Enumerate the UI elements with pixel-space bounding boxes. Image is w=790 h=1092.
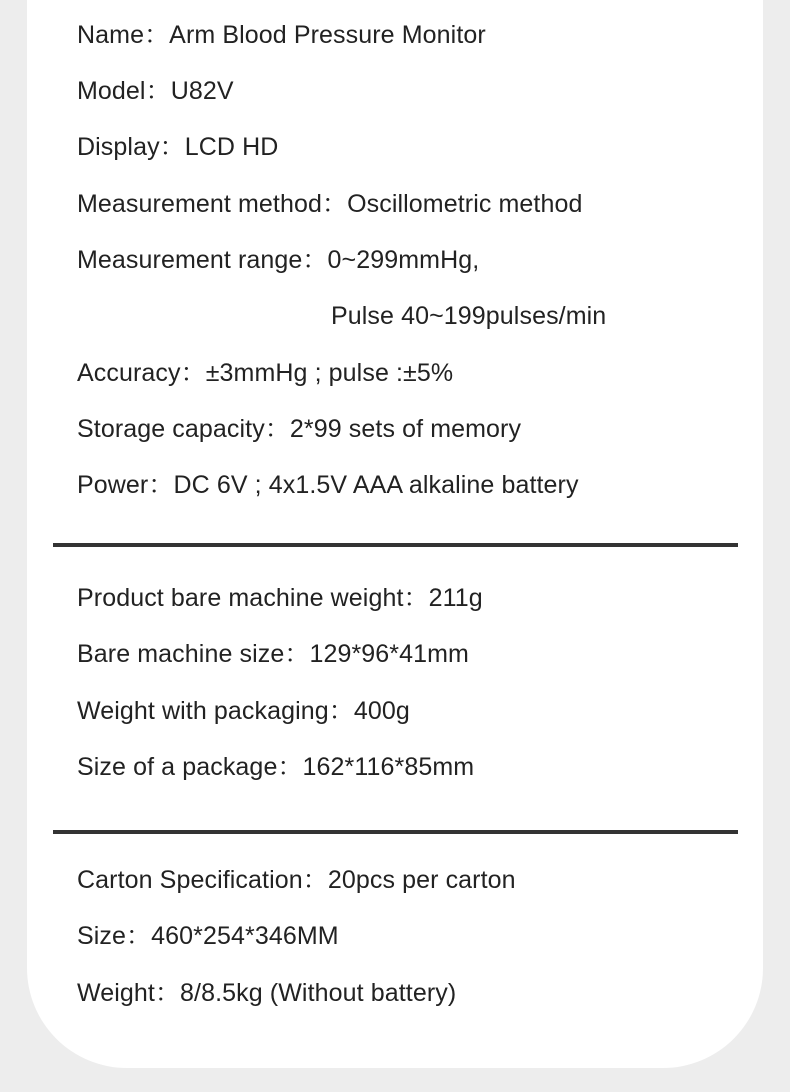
spec-name: Name：Arm Blood Pressure Monitor [77,21,486,49]
spec-storage-capacity: Storage capacity：2*99 sets of memory [77,415,522,443]
spec-measurement-method: Measurement method：Oscillometric method [77,190,583,218]
spec-measurement-range-pulse: Pulse 40~199pulses/min [331,302,607,330]
carton-specification: Carton Specification：20pcs per carton [77,866,516,894]
product-bare-size: Bare machine size：129*96*41mm [77,640,469,668]
spec-display: Display：LCD HD [77,133,279,161]
product-package-size: Size of a package：162*116*85mm [77,753,475,781]
product-package-weight: Weight with packaging：400g [77,697,410,725]
carton-weight: Weight：8/8.5kg (Without battery) [77,979,457,1007]
product-bare-weight: Product bare machine weight：211g [77,584,483,612]
spec-accuracy: Accuracy：±3mmHg ; pulse :±5% [77,359,454,387]
carton-size: Size：460*254*346MM [77,922,339,950]
spec-power: Power：DC 6V ; 4x1.5V AAA alkaline battery [77,471,579,499]
section-divider [53,830,738,834]
section-divider [53,543,738,547]
spec-measurement-range: Measurement range：0~299mmHg, [77,246,480,274]
spec-model: Model：U82V [77,77,234,105]
